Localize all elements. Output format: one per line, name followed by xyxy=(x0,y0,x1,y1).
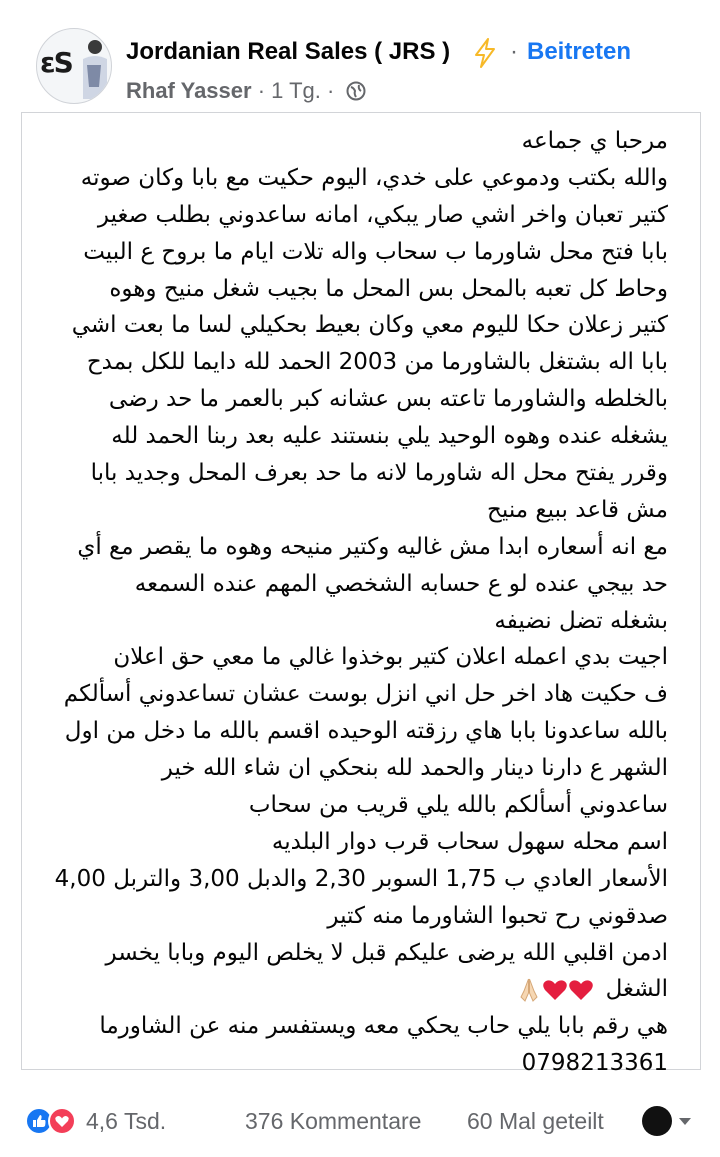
person-figure-icon xyxy=(65,35,109,99)
post-text-line xyxy=(28,197,668,234)
reacting-profile-avatar[interactable] xyxy=(642,1106,672,1136)
post-image-frame xyxy=(21,112,701,1077)
author-name[interactable]: Rhaf Yasser xyxy=(126,78,252,103)
post-text-line xyxy=(28,492,668,529)
post-text-line xyxy=(28,824,668,861)
post-text-line xyxy=(28,455,668,492)
love-icon xyxy=(49,1108,75,1134)
post-text-line xyxy=(28,307,668,344)
post-text-content: ف حكيت هاد اخر حل اني انزل بوست عشان تساعدوني أسألكم xyxy=(63,681,668,708)
post-text-line xyxy=(28,1045,668,1082)
group-avatar[interactable] xyxy=(36,28,112,104)
shares-count[interactable]: 60 Mal geteilt xyxy=(467,1108,604,1134)
post-text-content: بالله ساعدونا بابا هاي رزقته الوحيده اقسم بالله ما دخل من اول xyxy=(64,718,668,745)
post-text-line xyxy=(28,603,668,640)
post-text-content: ساعدوني أسألكم بالله يلي قريب من سحاب xyxy=(248,792,668,819)
post-text-content: كتير تعبان واخر اشي صار يبكي، امانه ساعدوني بطلب صغير xyxy=(97,201,668,228)
post-text-line xyxy=(28,861,668,898)
red-heart-icon xyxy=(568,978,594,1002)
post-text-line xyxy=(28,787,668,824)
post-text-line xyxy=(28,935,668,972)
post-text-line xyxy=(28,344,668,381)
post-text-content: بشغله تضل نضيفه xyxy=(494,607,668,634)
join-group-button[interactable]: Beitreten xyxy=(527,38,632,65)
post-text-content: كتير زعلان حكا لليوم معي وكان بعيط بحكيلي لسا ما بعت اشي xyxy=(71,312,668,339)
post-text-content: 0798213361 xyxy=(521,1050,668,1077)
post-text-line xyxy=(28,418,668,455)
post-text-content: الشهر ع دارنا دينار والحمد لله بنحكي ان شاء الله خير xyxy=(161,755,668,782)
post-text-content: مرحبا ي جماعه xyxy=(521,128,668,154)
post-text-content: حد بيجي عنده لو ع حسابه الشخصي المهم عنده السمعه xyxy=(134,570,668,597)
separator-dot: · xyxy=(510,38,518,65)
separator-dot: · xyxy=(327,78,335,103)
emoji-group xyxy=(516,972,594,1009)
post-text-line xyxy=(28,713,668,750)
post-text-content: اجيت بدي اعمله اعلان كتير بوخذوا غالي ما معي حق اعلان xyxy=(113,644,668,671)
post-text-content: الأسعار العادي ب 1,75 السوبر 2,30 والدبل 3,00 والتربل 4,00 xyxy=(54,865,668,892)
post-text-line xyxy=(28,898,668,935)
post-text-content: مع انه أسعاره ابدا مش غاليه وكتير منيحه وهوه ما يقصر مع أي xyxy=(77,533,668,560)
post-text-line xyxy=(28,676,668,713)
post-text-line xyxy=(28,529,668,566)
post-text-content: يشغله عنده وهوه الوحيد يلي بنستند عليه بعد ربنا الحمد لله xyxy=(111,423,668,450)
post-text-line xyxy=(28,639,668,676)
post-text-content: هي رقم بابا يلي حاب يحكي معه ويستفسر منه عن الشاورما xyxy=(99,1013,668,1040)
post-text-line xyxy=(28,234,668,271)
post-text-content: مش قاعد ببيع منيح xyxy=(487,496,668,523)
post-text-content: بالخلطه والشاورما تاعته بس عشانه كبر بالعمر ما حد رضى xyxy=(108,386,668,413)
post-text-content: وقرر يفتح محل اله شاورما لانه ما حد بعرف المحل وجديد بابا xyxy=(90,460,668,487)
folded-hands-icon xyxy=(516,977,542,1003)
post-header xyxy=(0,0,720,118)
post-text-line xyxy=(28,271,668,308)
post-text-line xyxy=(28,160,668,197)
post-text-content: بابا اله بشتغل بالشاورما من 2003 الحمد لله دايما للكل بمدح xyxy=(86,349,668,376)
post-text-content: والله بكتب ودموعي على خدي، اليوم حكيت مع بابا وكان صوته xyxy=(80,164,668,191)
post-text-content: صدقوني رح تحبوا الشاورما منه كتير xyxy=(327,902,668,929)
post-text-line xyxy=(28,1008,668,1045)
post-text-content: ادمن اقلبي الله يرضى عليكم قبل لا يخلص اليوم وبابا يخسر xyxy=(105,939,668,966)
lightning-bolt-icon xyxy=(473,38,497,68)
globe-icon xyxy=(346,81,366,101)
reaction-count[interactable]: 4,6 Tsd. xyxy=(86,1108,167,1134)
post-text-line xyxy=(28,750,668,787)
caret-down-icon[interactable] xyxy=(677,1113,693,1129)
separator-dot: · xyxy=(257,78,272,103)
post-text-line xyxy=(28,123,668,160)
group-name-link[interactable]: Jordanian Real Sales ( JRS ) xyxy=(126,38,451,65)
comments-count[interactable]: 376 Kommentare xyxy=(245,1108,422,1134)
post-footer xyxy=(0,1100,720,1150)
post-text-line xyxy=(28,971,668,1008)
reaction-icons[interactable] xyxy=(24,1106,80,1136)
post-text-content: الشغل xyxy=(605,976,668,1003)
post-meta xyxy=(126,78,334,104)
post-text-line xyxy=(28,381,668,418)
post-text-content: وحاط كل تعبه بالمحل بس المحل ما بجيب شغل منيح وهوه xyxy=(109,275,668,302)
post-text-line xyxy=(28,566,668,603)
avatar-logo-letters: ɛS xyxy=(40,46,72,79)
red-heart-icon xyxy=(542,978,568,1002)
post-text-content: بابا فتح محل شاورما ب سحاب واله تلات ايام ما بروح ع البيت xyxy=(83,238,668,265)
post-body-text xyxy=(28,123,668,1082)
post-time[interactable]: 1 Tg. xyxy=(271,78,321,103)
post-text-content: اسم محله سهول سحاب قرب دوار البلديه xyxy=(271,828,668,855)
